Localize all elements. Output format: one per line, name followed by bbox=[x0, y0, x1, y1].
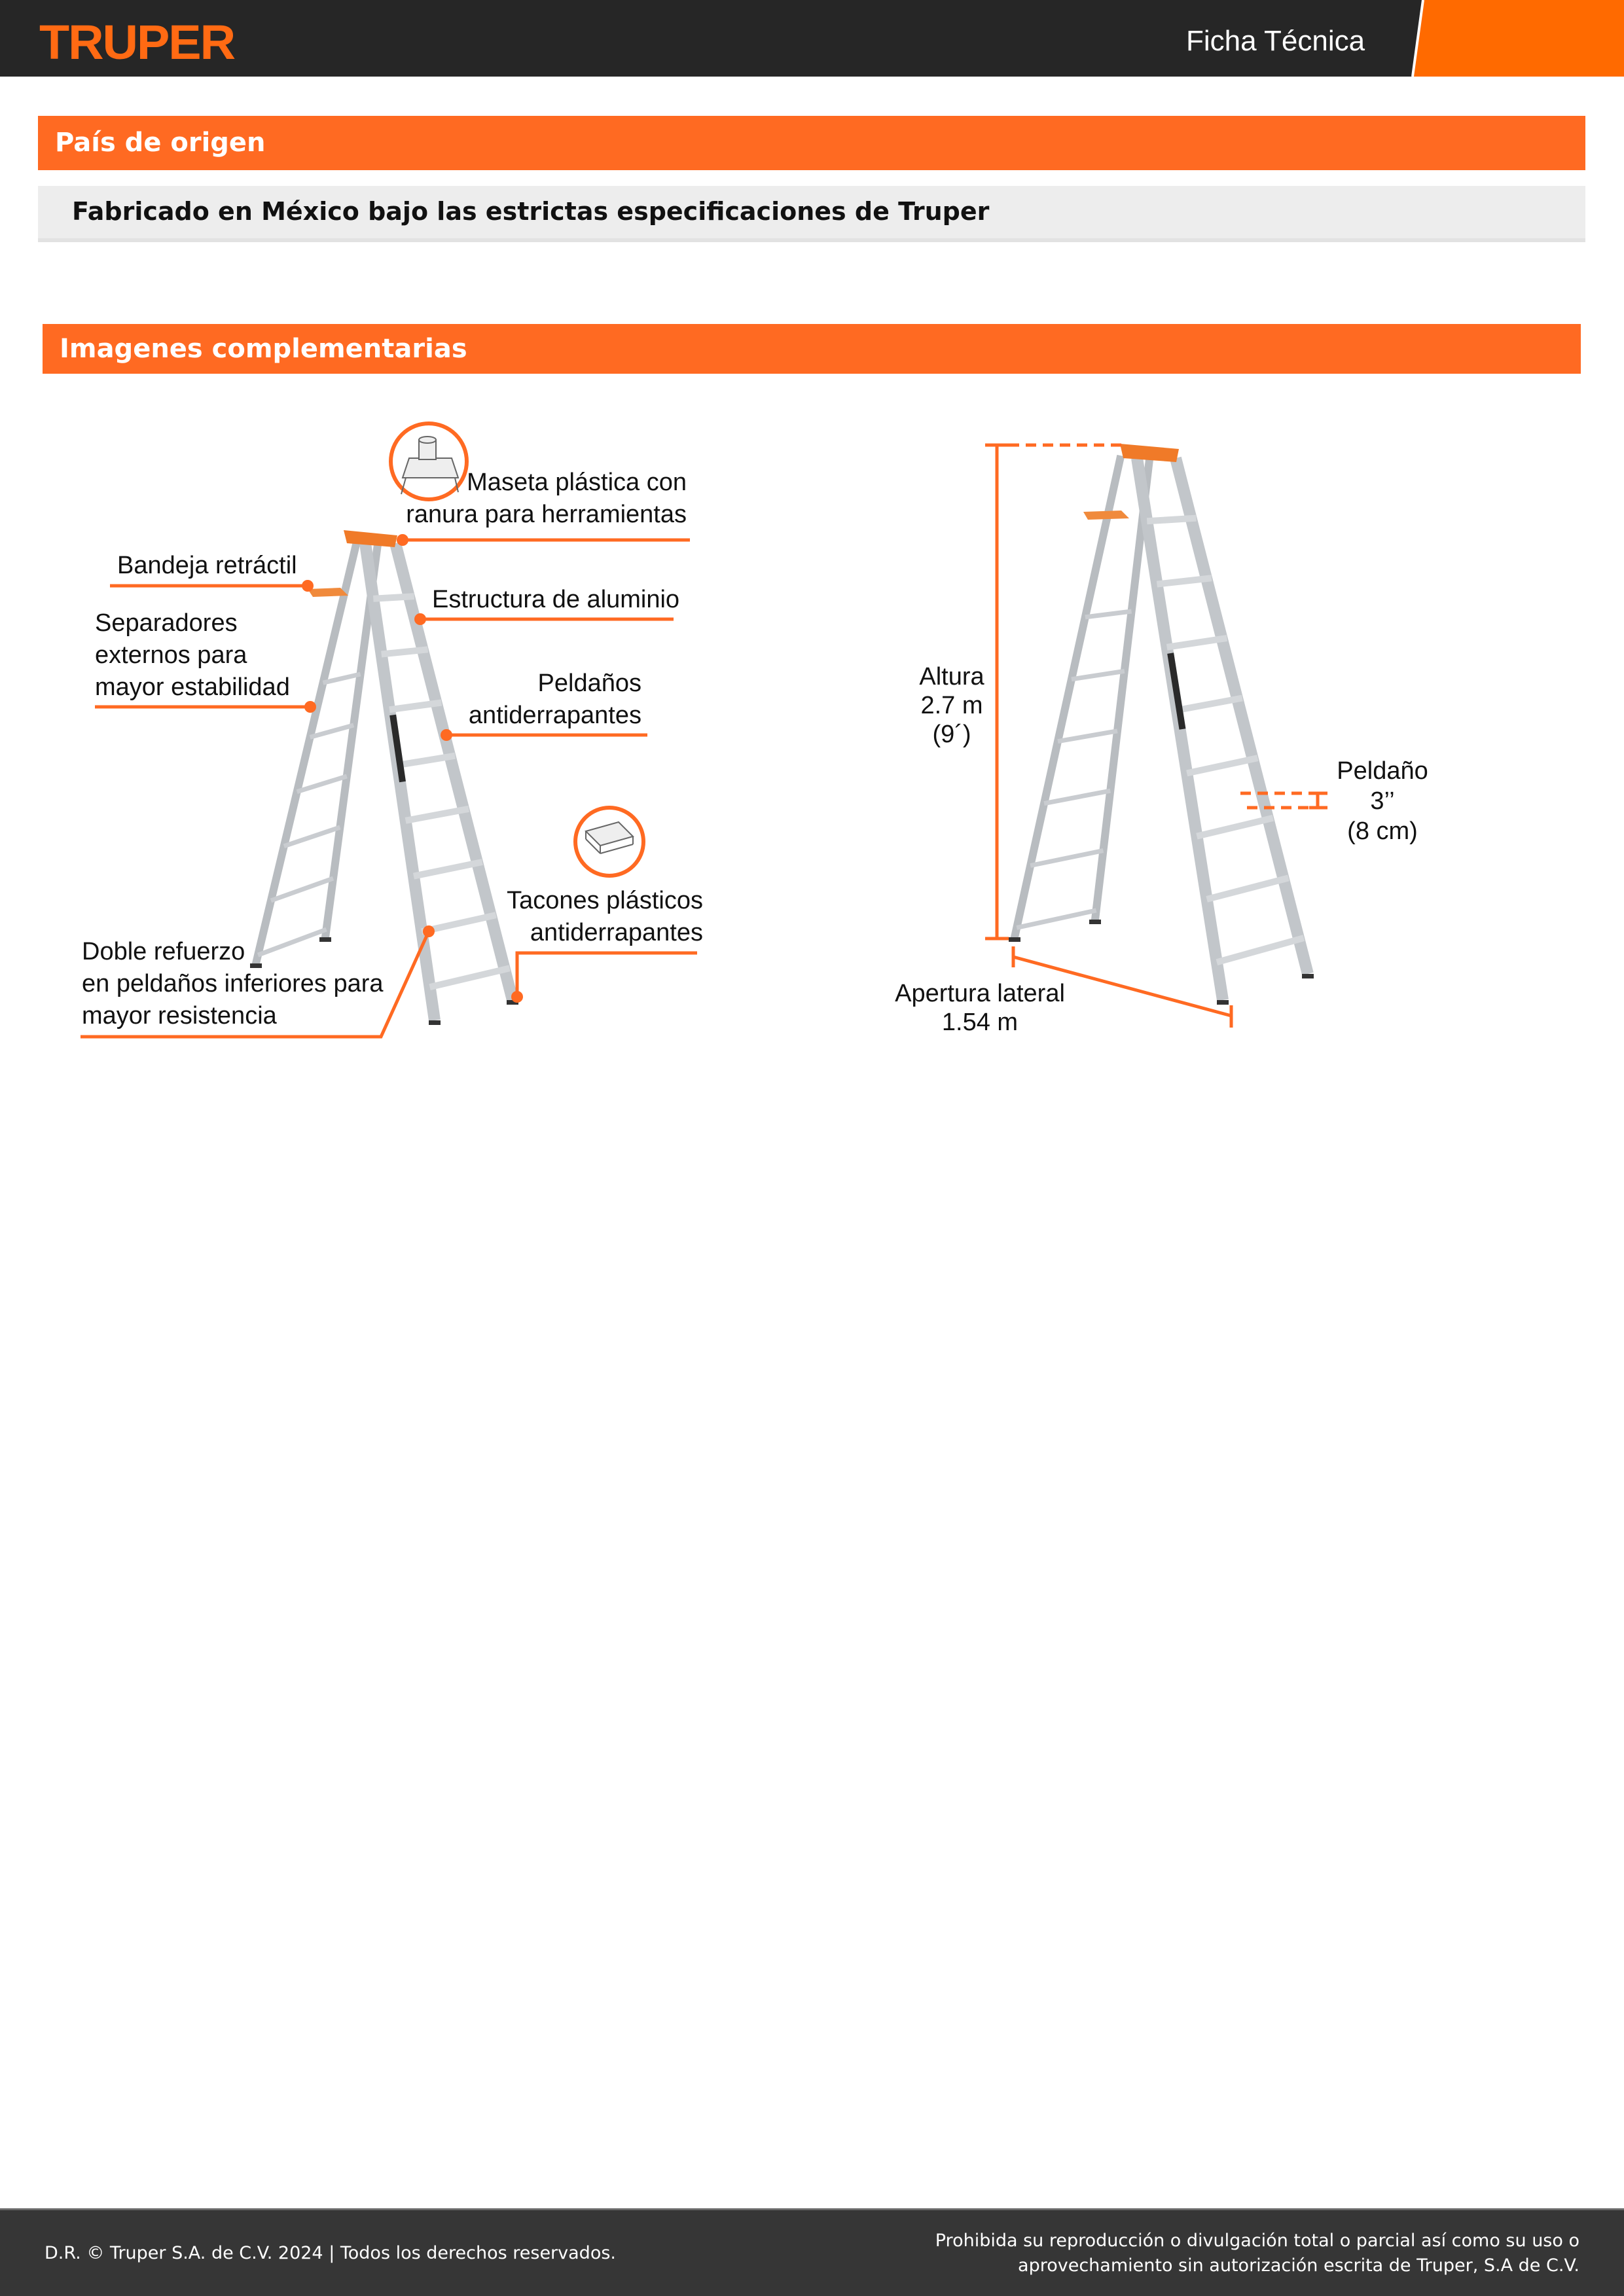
ladder-back-brace bbox=[1058, 731, 1117, 742]
truper-logo: TRUPER bbox=[39, 15, 235, 69]
ladder-back-brace bbox=[284, 827, 340, 846]
ladder-front-rail bbox=[1176, 458, 1308, 974]
label-line: en peldaños inferiores para bbox=[82, 970, 384, 997]
ladder-foot bbox=[429, 1020, 441, 1025]
label-tacones bbox=[507, 885, 703, 949]
label-line: Peldaños bbox=[537, 670, 641, 697]
label-estructura: Estructura de aluminio bbox=[432, 586, 680, 613]
label-altura bbox=[886, 662, 1017, 749]
ladder-back-brace bbox=[1017, 910, 1096, 927]
label-peldano bbox=[1317, 756, 1448, 846]
label-line: 1.54 m bbox=[941, 1009, 1019, 1036]
document-title: Ficha Técnica bbox=[1186, 25, 1365, 57]
page-footer bbox=[0, 2208, 1624, 2296]
ladder-foot bbox=[1089, 920, 1101, 924]
ladder-step bbox=[373, 596, 414, 599]
label-line: Maseta plástica con bbox=[467, 469, 687, 496]
section-heading-images: Imagenes complementarias bbox=[43, 324, 1581, 374]
label-line: externos para bbox=[95, 641, 247, 669]
label-line: (8 cm) bbox=[1347, 817, 1418, 845]
ladder-step bbox=[1147, 518, 1196, 522]
label-line: Peldaño bbox=[1337, 757, 1428, 785]
label-line: Apertura lateral bbox=[895, 980, 1065, 1007]
label-peldanos bbox=[469, 668, 641, 732]
label-line: 3’’ bbox=[1370, 787, 1395, 815]
ladder-step bbox=[414, 862, 482, 876]
ladder-tray bbox=[1083, 511, 1129, 520]
ladder-foot bbox=[1217, 1000, 1229, 1005]
label-refuerzo bbox=[82, 936, 384, 1032]
label-line: 2.7 m bbox=[920, 692, 983, 719]
label-line: antiderrapantes bbox=[468, 702, 641, 729]
legal-notice-line: Prohibida su reproducción o divulgación total o parcial así como su uso o bbox=[935, 2231, 1579, 2251]
ladder-top-cap bbox=[344, 530, 397, 547]
ladder-step bbox=[1197, 818, 1273, 836]
ladder-back-brace bbox=[1072, 671, 1125, 679]
label-line: Tacones plásticos bbox=[507, 887, 703, 914]
ladder-back-brace bbox=[1044, 791, 1110, 803]
label-line: Separadores bbox=[95, 609, 238, 637]
ladder-back-brace bbox=[297, 776, 347, 792]
legal-notice bbox=[935, 2229, 1579, 2278]
ladder-step bbox=[1187, 758, 1257, 773]
dimension-lines bbox=[985, 445, 1327, 1028]
label-line: Doble refuerzo bbox=[82, 938, 245, 965]
ladder-foot bbox=[1302, 974, 1314, 978]
ladder-top-cap bbox=[1120, 444, 1179, 462]
ladder-back-brace bbox=[271, 878, 333, 901]
label-line: antiderrapantes bbox=[530, 919, 703, 946]
origin-text: Fabricado en México bajo las estrictas especificaciones de Truper bbox=[38, 186, 1585, 242]
callout-line-tacones bbox=[517, 953, 697, 997]
ladder-back-brace bbox=[310, 725, 354, 737]
section-heading-origin: País de origen bbox=[38, 116, 1585, 170]
label-maseta bbox=[406, 467, 687, 531]
label-line: mayor estabilidad bbox=[95, 673, 290, 701]
label-line: (9´) bbox=[932, 721, 971, 748]
copyright-text: D.R. © Truper S.A. de C.V. 2024 | Todos los derechos reservados. bbox=[45, 2243, 616, 2263]
ladder-step bbox=[1177, 698, 1242, 711]
legal-notice-line: aprovechamiento sin autorización escrita de Truper, S.A de C.V. bbox=[1018, 2255, 1579, 2276]
ladder-step bbox=[1207, 878, 1289, 899]
label-bandeja: Bandeja retráctil bbox=[117, 552, 297, 579]
ladder-illustration-dimensions bbox=[1009, 444, 1314, 1005]
label-line: Altura bbox=[919, 663, 984, 691]
ladder-back-brace bbox=[1030, 851, 1103, 866]
label-separadores bbox=[95, 607, 290, 704]
ladder-back-brace bbox=[1085, 611, 1132, 617]
ladder-step bbox=[1217, 938, 1304, 962]
ladder-foot bbox=[1009, 937, 1020, 942]
ladder-step bbox=[430, 968, 510, 987]
label-line: mayor resistencia bbox=[82, 1002, 277, 1030]
label-apertura bbox=[882, 979, 1078, 1037]
label-line: ranura para herramientas bbox=[406, 501, 687, 528]
